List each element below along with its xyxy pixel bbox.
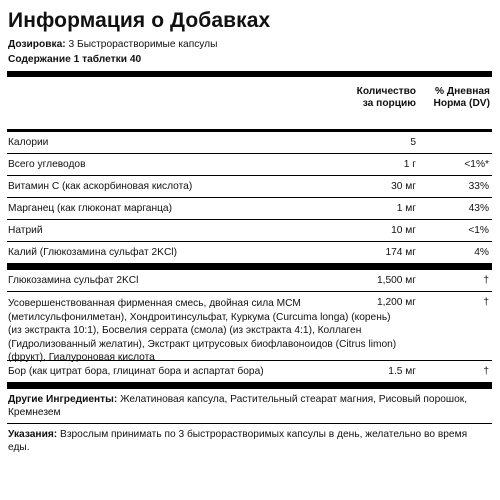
ingredient-rows (7, 270, 492, 383)
row-dv: † (483, 275, 489, 286)
row-dv: 4% (474, 247, 489, 258)
row-name: Марганец (как глюконат марганца) (8, 203, 172, 214)
row-name: Глюкозамина сульфат 2KCl (8, 275, 139, 286)
table-row (7, 132, 492, 154)
row-amount: 10 мг (391, 225, 416, 236)
dosage-label: Дозировка: (8, 39, 66, 50)
row-amount: 1 мг (396, 203, 416, 214)
row-name: Натрий (8, 225, 43, 236)
column-header (7, 77, 492, 129)
table-row (7, 154, 492, 176)
table-row (7, 242, 492, 264)
row-dv: <1% (468, 225, 489, 236)
other-ingredients-text: Желатиновая капсула, Растительный стеарат магния, Рисовый порошок, Кремнезем (8, 394, 468, 418)
directions-text: Взрослым принимать по 3 быстрорастворимых капсулы в день, желательно во время еды. (8, 429, 468, 453)
row-dv: † (483, 366, 489, 377)
servings-value: 40 (129, 54, 142, 65)
header-dv: % Дневная Норма (DV) (433, 86, 490, 109)
row-dv: † (483, 297, 489, 308)
row-amount: 1 г (403, 159, 416, 170)
nutrient-rows (7, 132, 492, 264)
dosage-line (8, 37, 492, 52)
servings-label: Содержание 1 таблетки (8, 54, 128, 65)
row-name: Усовершенствованная фирменная смесь, двойная сила МСМ (метилсульфонилметан), Хондроитинсульфат, Куркума (Curcuma longa) (корень) (из экстракта 10:1), Босвелия серрата (смола) (из экстракта 4:1), Коллаген (Гидролизованный желатин), Экстракт цитрусовых биофлавоноидов (Citrus limon) (фрукт), Гиалуроновая кислота (8, 298, 397, 363)
row-dv: 43% (468, 203, 489, 214)
row-name: Всего углеводов (8, 159, 86, 170)
row-dv: 33% (468, 181, 489, 192)
row-amount: 1,500 мг (376, 275, 416, 286)
table-row (7, 361, 492, 383)
row-name: Калории (8, 137, 49, 148)
row-name: Бор (как цитрат бора, глицинат бора и аспартат бора) (8, 366, 264, 377)
row-amount: 1,200 мг (376, 297, 416, 308)
row-amount: 1.5 мг (388, 366, 416, 377)
table-row (7, 270, 492, 292)
row-dv: <1%* (464, 159, 489, 170)
other-ingredients (7, 389, 492, 424)
row-name: Калий (Глюкозамина сульфат 2KCl) (8, 247, 177, 258)
other-ingredients-label: Другие Ингредиенты: (8, 394, 118, 405)
directions-label: Указания: (8, 429, 58, 440)
servings-line (8, 52, 492, 67)
dosage-value: 3 Быстрорастворимые капсулы (68, 39, 218, 50)
panel-title: Информация о Добавках (8, 9, 271, 32)
row-name: Витамин C (как аскорбиновая кислота) (8, 181, 193, 192)
table-row (7, 198, 492, 220)
table-row (7, 220, 492, 242)
header-amount: Количество за порцию (356, 86, 416, 109)
row-amount: 5 (410, 137, 416, 148)
row-amount: 174 мг (385, 247, 416, 258)
directions (7, 424, 492, 458)
row-amount: 30 мг (391, 181, 416, 192)
table-row (7, 176, 492, 198)
table-row (7, 292, 492, 361)
